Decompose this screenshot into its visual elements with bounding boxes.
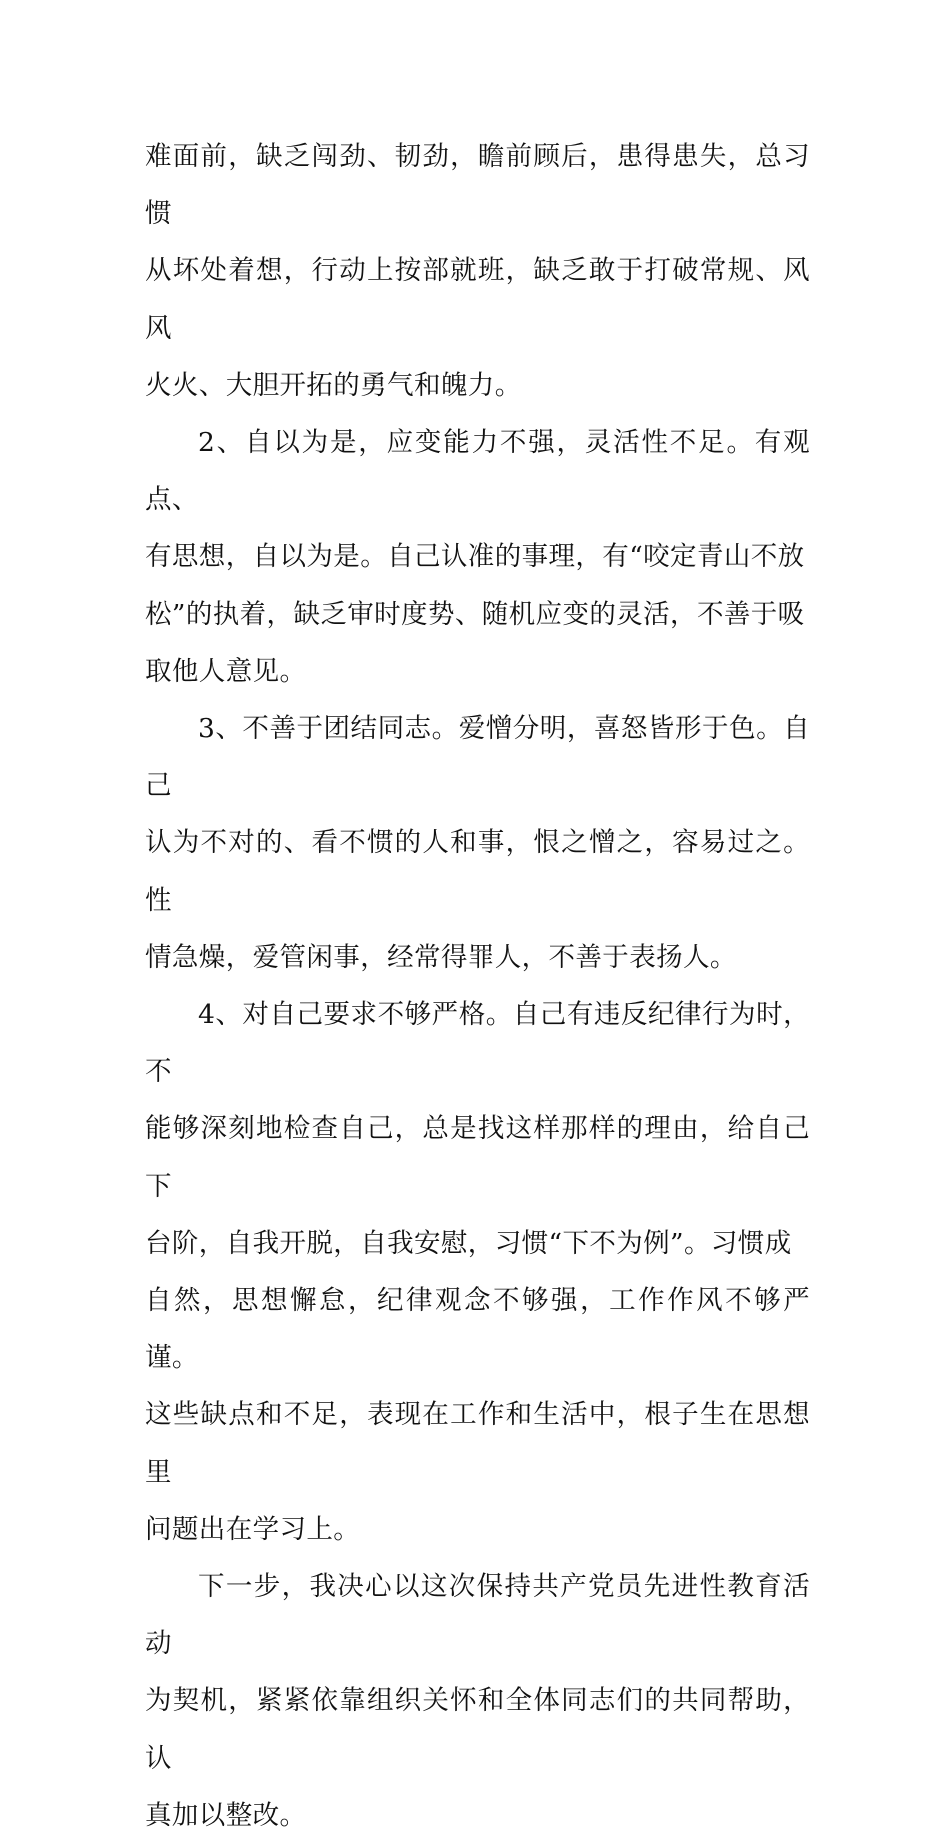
text-line: 2、自以为是，应变能力不强，灵活性不足。有观点、 bbox=[145, 427, 810, 516]
text-line: 有思想，自以为是。自己认准的事理，有“咬定青山不放 bbox=[145, 541, 805, 573]
text-line: 难面前，缺乏闯劲、韧劲，瞻前顾后，患得患失，总习惯 bbox=[145, 141, 810, 230]
text-line: 松”的执着，缺乏审时度势、随机应变的灵活，不善于吸 bbox=[145, 598, 805, 630]
text-line: 自然，思想懈怠，纪律观念不够强，工作作风不够严谨。 bbox=[145, 1285, 810, 1374]
text-line: 真加以整改。 bbox=[145, 1799, 307, 1831]
document-body bbox=[145, 128, 810, 1844]
text-line: 取他人意见。 bbox=[145, 655, 307, 687]
paragraph-next-step bbox=[145, 1558, 810, 1844]
text-line: 情急燥，爱管闲事，经常得罪人，不善于表扬人。 bbox=[145, 941, 737, 973]
text-line: 下一步，我决心以这次保持共产党员先进性教育活动 bbox=[145, 1571, 810, 1660]
text-line: 认为不对的、看不惯的人和事，恨之憎之，容易过之。性 bbox=[145, 827, 810, 916]
text-line: 这些缺点和不足，表现在工作和生活中，根子生在思想里 bbox=[145, 1399, 810, 1488]
paragraph-continuation bbox=[145, 128, 810, 414]
text-line: 4、对自己要求不够严格。自己有违反纪律行为时，不 bbox=[145, 999, 810, 1088]
text-line: 能够深刻地检查自己，总是找这样那样的理由，给自己下 bbox=[145, 1113, 810, 1202]
text-line: 台阶，自我开脱，自我安慰，习惯“下不为例”。习惯成 bbox=[145, 1227, 792, 1259]
paragraph-item-2 bbox=[145, 414, 810, 700]
text-line: 问题出在学习上。 bbox=[145, 1513, 361, 1545]
text-line: 为契机，紧紧依靠组织关怀和全体同志们的共同帮助，认 bbox=[145, 1685, 810, 1774]
text-line: 从坏处着想，行动上按部就班，缺乏敢于打破常规、风风 bbox=[145, 255, 810, 344]
text-line: 火火、大胆开拓的勇气和魄力。 bbox=[145, 369, 522, 401]
paragraph-item-4 bbox=[145, 986, 810, 1558]
text-line: 3、不善于团结同志。爱憎分明，喜怒皆形于色。自己 bbox=[145, 713, 810, 802]
paragraph-item-3 bbox=[145, 700, 810, 986]
